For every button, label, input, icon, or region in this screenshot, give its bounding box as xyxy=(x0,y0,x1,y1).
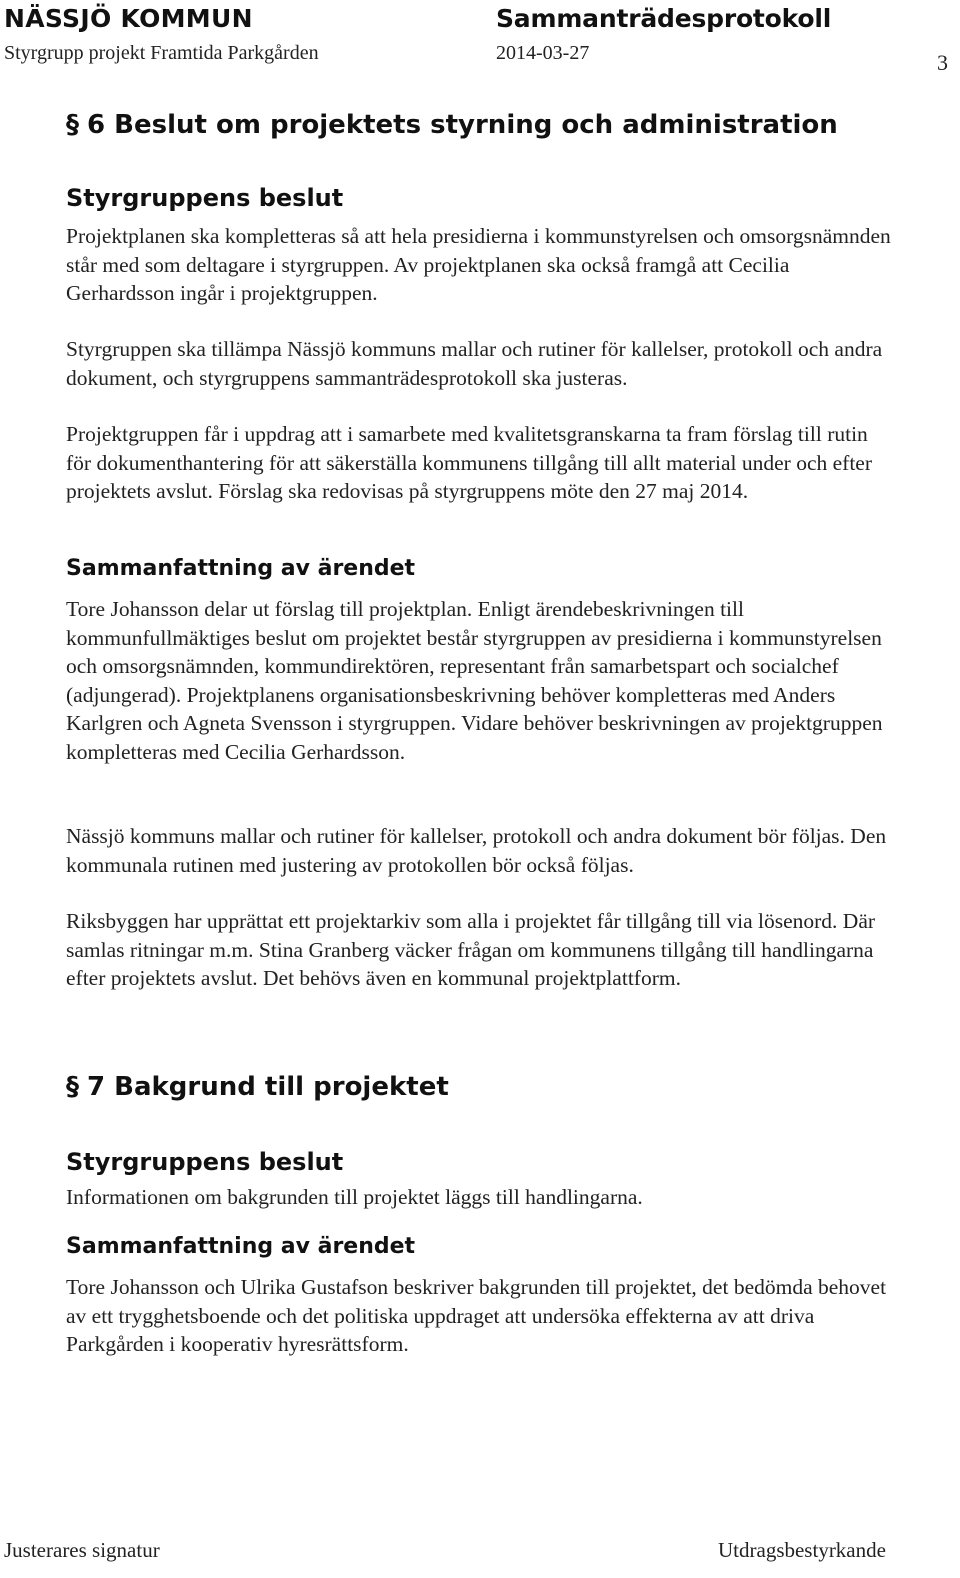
section-6-decision-paragraph-3: Projektgruppen får i uppdrag att i samarbete med kvalitetsgranskarna ta fram förslag till rutin för dokumenthantering för att säkerställa kommunens tillgång till allt material under och efter projektets avslut. Förslag ska redovisas på styrgruppens möte den 27 maj 2014. xyxy=(66,422,872,503)
document-type: Sammanträdesprotokoll xyxy=(496,4,832,33)
certification-label: Utdragsbestyrkande xyxy=(718,1538,886,1562)
signature-label: Justerares signatur xyxy=(4,1538,160,1562)
section-6-summary-heading: Sammanfattning av ärendet xyxy=(66,556,416,581)
section-6-summary-paragraph-3: Riksbyggen har upprättat ett projektarkiv som alla i projektet får tillgång till via lösenord. Där samlas ritningar m.m. Stina Granberg väcker frågan om kommunens tillgång till handlingarna efter projektets avslut. Det behövs även en kommunal projektplattform. xyxy=(66,909,876,990)
organization-name: NÄSSJÖ KOMMUN xyxy=(4,4,253,33)
paragraph-symbol: § xyxy=(66,1072,79,1102)
section-7-summary-heading: Sammanfattning av ärendet xyxy=(66,1234,416,1259)
section-6-title xyxy=(66,110,838,140)
section-7-decision-heading: Styrgruppens beslut xyxy=(66,1148,344,1176)
section-6-summary-paragraph-2: Nässjö kommuns mallar och rutiner för kallelser, protokoll och andra dokument bör följas. Den kommunala rutinen med justering av protokollen bör också följas. xyxy=(66,824,887,877)
section-6-summary-paragraph-1: Tore Johansson delar ut förslag till projektplan. Enligt ärendebeskrivningen till kommunfullmäktiges beslut om projektet består styrgruppen av presidierna i kommunstyrelsen och omsorgsnämnden, kommundirektören, representant från samarbetspart och socialchef (adjungerad). Projektplanens organisationsbeskrivning behöver kompletteras med Anders Karlgren och Agneta Svensson i styrgruppen. Vidare behöver beskrivningen av projektgruppen kompletteras med Cecilia Gerhardsson. xyxy=(66,597,883,764)
meeting-date: 2014-03-27 xyxy=(496,42,590,64)
section-6-decision-paragraph-2: Styrgruppen ska tillämpa Nässjö kommuns mallar och rutiner för kallelser, protokoll och andra dokument, och styrgruppens sammanträdesprotokoll ska justeras. xyxy=(66,337,883,390)
section-7-decision-paragraph: Informationen om bakgrunden till projektet läggs till handlingarna. xyxy=(66,1185,643,1209)
committee-name: Styrgrupp projekt Framtida Parkgården xyxy=(4,42,319,64)
section-6-decision-heading: Styrgruppens beslut xyxy=(66,184,344,212)
paragraph-symbol: § xyxy=(66,110,79,140)
section-7-summary-paragraph: Tore Johansson och Ulrika Gustafson beskriver bakgrunden till projektet, det bedömda behovet av ett trygghetsboende och det politiska uppdraget att undersöka effekterna av att driva Parkgården i kooperativ hyresrättsform. xyxy=(66,1275,887,1356)
section-7-title-text: 7 Bakgrund till projektet xyxy=(87,1072,449,1102)
page-number: 3 xyxy=(937,50,948,75)
section-7-title xyxy=(66,1072,449,1102)
section-6-title-text: 6 Beslut om projektets styrning och administration xyxy=(87,110,838,140)
section-6-decision-paragraph-1: Projektplanen ska kompletteras så att hela presidierna i kommunstyrelsen och omsorgsnämnden står med som deltagare i styrgruppen. Av projektplanen ska också framgå att Cecilia Gerhardsson ingår i projektgruppen. xyxy=(66,224,891,305)
